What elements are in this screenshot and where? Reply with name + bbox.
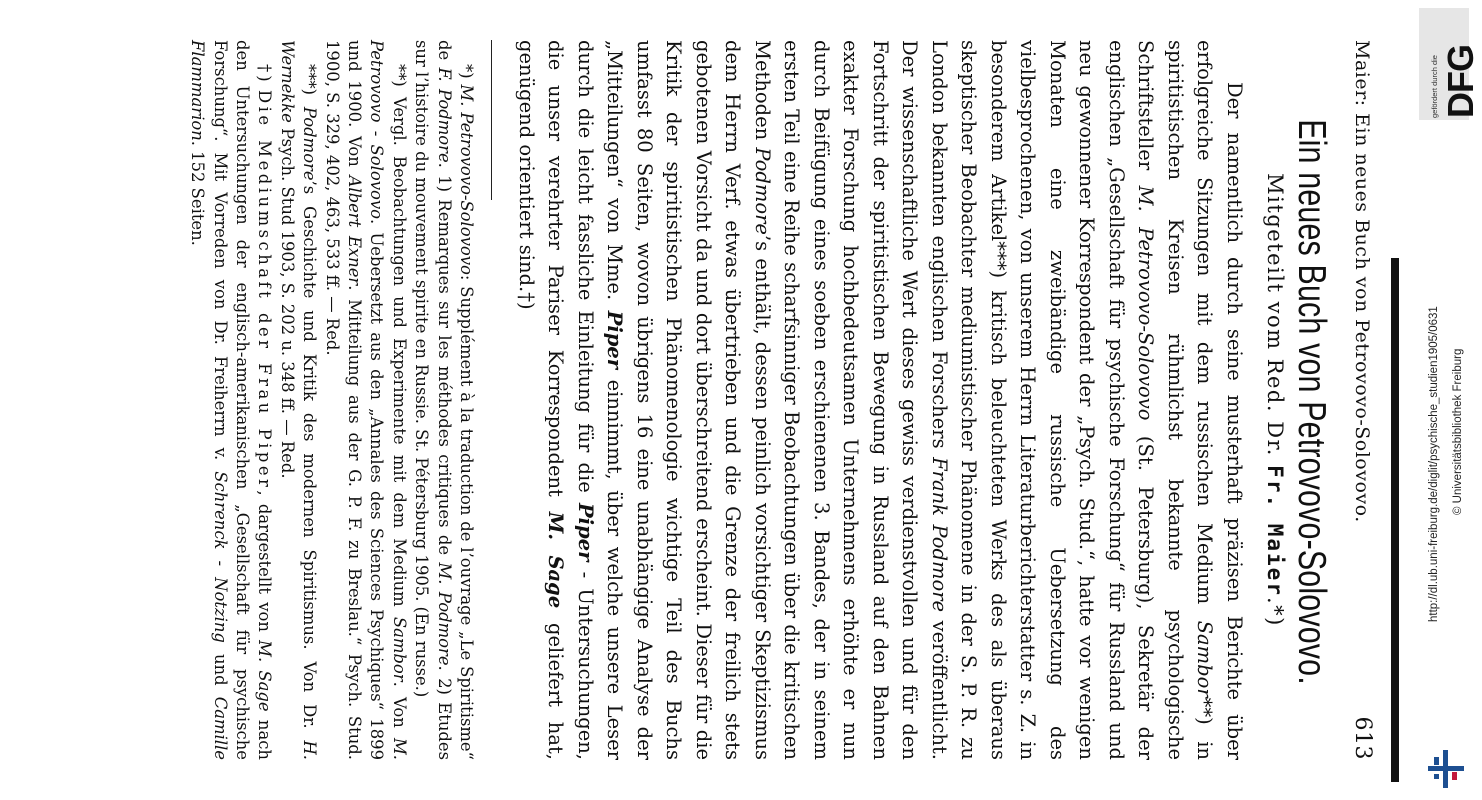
- body-span: - Untersuchungen, die unser verehrter Pariser Korrespondent: [544, 40, 597, 760]
- footnote-2: [320, 40, 410, 760]
- byline-prefix: Mitgeteilt vom Red. Dr.: [1263, 173, 1287, 457]
- body-span: geliefert hat, genügend orientiert sind.†): [515, 40, 568, 760]
- scanned-page: [20, 0, 1415, 800]
- note-span: **) Vergl. Beobachtungen und Experimente mit dem Medium: [389, 64, 409, 617]
- footnote-rule: [491, 40, 492, 200]
- body-italic: Piper: [603, 310, 627, 370]
- note-span: . 2) Etudes sur l’histoire du mouvement spirite en Russie. St. Pétersburg 1905. (En russe.): [412, 40, 454, 761]
- body-span: **) in spiritistischen Kreisen rühmlichst bekannte psychologische Schriftsteller: [1134, 40, 1217, 760]
- note-italic: M. Petrovovo-Solovovo: [457, 84, 476, 275]
- university-logo-icon: [1424, 748, 1468, 790]
- byline-mark: .*): [1263, 596, 1287, 627]
- note-spaced: Die Mediumschaft der Frau Piper: [255, 89, 275, 491]
- dfg-funded-text: gefördert durch die: [1430, 55, 1439, 118]
- footnote-3: [275, 40, 320, 760]
- note-italic: Schrenck - Notzing: [210, 471, 230, 643]
- note-italic: M. Petrovovo - Solovovo: [367, 40, 409, 760]
- article-title: Ein neues Buch von Petrovovo-Solovovo.: [1290, 119, 1333, 685]
- body-italic: Sambor: [1193, 620, 1217, 698]
- note-span: . 1) Remarques sur les méthodes critiques de: [434, 162, 454, 563]
- note-span: . 152 Seiten.: [188, 140, 208, 246]
- note-span: ’s Geschichte und Kritik des modernen Spiritismus. Von Dr.: [300, 180, 320, 741]
- note-span: ***): [300, 64, 320, 107]
- note-italic: M. Sage: [255, 640, 275, 712]
- note-span: Psych. Stud 1903, S. 202 u. 348 ff. — Red.: [277, 122, 297, 479]
- body-span: (St. Petersburg), Sekretär der englischen „Gesellschaft für psychische Forschung“ für Russland und neu gewonnener Korrespondent der „Psych. Stud.“, hatte vor wenigen Monaten eine zweibändige russische Uebersetzung des vielbesprochenen, von unserem Herrn Literaturberichterstatter s. Z. in besonderem Artikel***) kritisch beleuchteten Werks des als überaus skeptischer Beobachter mediumistischer Phänomene in der S. P. R. zu London bekannten englischen Forschers: [928, 40, 1158, 760]
- dfg-logo: DFG: [1440, 45, 1481, 118]
- byline: [1263, 40, 1287, 760]
- note-span: . Uebersetzt aus den „Annales des Sciences Psychiques“ 1899 und 1900. Von: [344, 40, 387, 760]
- byline-author: Fr. Maier: [1263, 465, 1287, 597]
- scan-edge-bar: [1391, 258, 1399, 782]
- note-span: . Von: [389, 681, 409, 738]
- copyright-text: © Universitätsbibliothek Freiburg: [1452, 348, 1464, 515]
- body-italic: Piper: [574, 502, 597, 562]
- article-body: [512, 40, 1250, 760]
- source-url-link[interactable]: http://dl.ub.uni-freiburg.de/diglit/psychische_studien1905/0631: [1428, 306, 1440, 622]
- running-head: [1345, 40, 1375, 760]
- footnote-4: [186, 40, 276, 760]
- note-italic: Sambor: [389, 616, 409, 682]
- note-italic: Podmore: [300, 106, 320, 181]
- body-italic: M. Sage: [544, 511, 568, 609]
- body-span: ’s enthält, dessen peinlich vorsichtiger Skeptizismus dem Herrn Verf. etwas übertrieben und die Grenze der freilich stets gebotenen Vorsicht da und dort überschreitend erscheint. Dieser für die Kritik der spiritistischen Phänomenologie wichtige Teil des Buchs umfasst 80 Seiten, wovon übrigens 16 eine unabhängige Analyse der „Mitteilungen“ von Mme.: [603, 40, 774, 761]
- body-italic: Podmore: [751, 147, 774, 235]
- body-italic: Frank Podmore: [928, 457, 951, 613]
- note-span: , dargestellt von: [255, 490, 275, 641]
- note-italic: F. Podmore: [434, 67, 454, 163]
- body-span: veröffentlicht. Der wissenschaftliche Wert dieses gewiss verdienstvollen und für den Fortschritt der spiritistischen Bewegung in Russland auf den Bahnen exakter Forschung hochbedeutsamen Unternehmens erhöhte er nun durch Beifügung eines soeben erschienenen 3. Bandes, der in seinem ersten Teil eine Reihe scharfsinniger Beobachtungen über die kritischen Methoden: [751, 40, 951, 761]
- note-italic: Albert Exner: [344, 175, 364, 286]
- note-span: nach den Untersuchungen der englisch-amerikanischen „Gesellschaft für psychische Forschung“. Mit Vorreden von Dr. Freiherrn v.: [210, 40, 275, 760]
- body-span: einnimmt, über welche unsere Leser durch die leicht fassliche Einleitung für die: [574, 40, 627, 761]
- note-italic: H. Wernekke: [277, 40, 320, 760]
- page-number: 613: [1350, 716, 1375, 760]
- footnote-1: [410, 40, 477, 760]
- note-italic: Camille Flammarion: [188, 40, 230, 760]
- note-span: *): [457, 64, 476, 85]
- note-span: : Supplément à la traduction de l’ouvrage „Le Spiritisme“ de: [434, 40, 476, 760]
- body-italic: M. Petrovovo-Solovovo: [1134, 185, 1158, 421]
- note-span: †): [255, 64, 275, 90]
- running-head-text: Maier: Ein neues Buch von Petrovovo-Solovovo.: [1351, 40, 1373, 523]
- note-italic: M. Podmore: [434, 562, 454, 666]
- note-span: und: [210, 642, 230, 697]
- footnotes: [186, 40, 477, 760]
- body-span: Der namentlich durch seine musterhaft präzisen Berichte über erfolgreiche Sitzungen mit dem russischen Medium: [1193, 40, 1246, 760]
- note-span: . Mitteilung aus der G. P. F. zu Breslau.“ Psych. Stud. 1900, S. 329, 402, 463, 533 ff. — Red.: [322, 40, 364, 760]
